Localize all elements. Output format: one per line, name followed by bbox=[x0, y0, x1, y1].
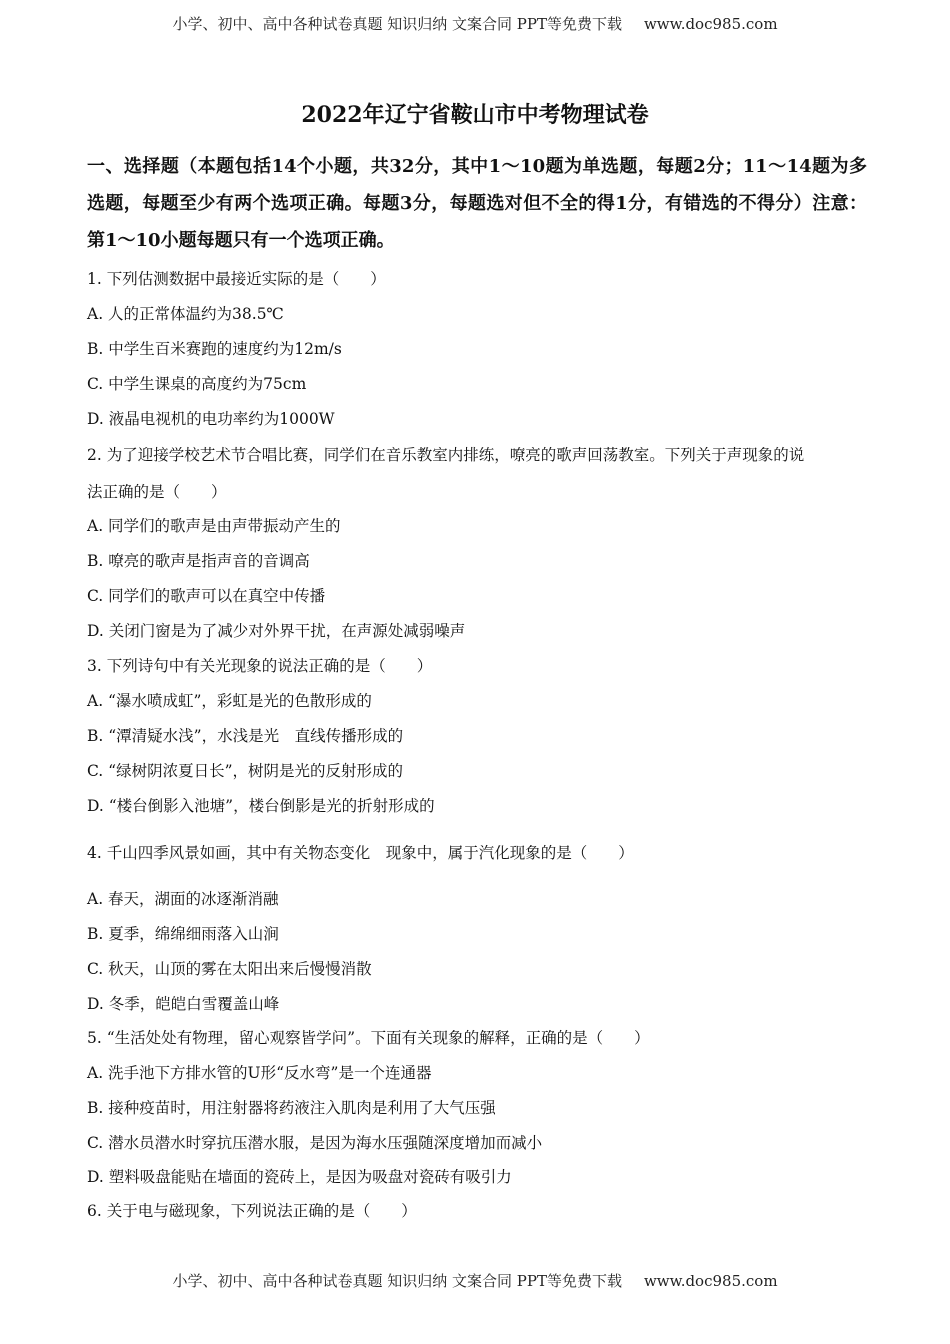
question-2: 2. 为了迎接学校艺术节合唱比赛，同学们在音乐教室内排练，嘹亮的歌声回荡教室。下列关于声现象的说 bbox=[87, 446, 805, 464]
footer-url[interactable]: www.doc985.com bbox=[643, 1272, 778, 1290]
question-1: 1. 下列估测数据中最接近实际的是（ ） bbox=[87, 270, 386, 288]
option-5c: C. 潜水员潜水时穿抗压潜水服，是因为海水压强随深度增加而减小 bbox=[87, 1134, 543, 1152]
section-heading: 一、选择题（本题包括14个小题，共32分，其中1～10题为单选题，每题2分；11～14题为多选题，每题至少有两个选项正确。每题3分，每题选对但不全的得1分，有错选的不得分）注意：第1～10小题每题只有一个选项正确。 bbox=[87, 156, 867, 251]
option-2d: D. 关闭门窗是为了减少对外界干扰，在声源处减弱噪声 bbox=[87, 622, 466, 640]
question-4: 4. 千山四季风景如画，其中有关物态变化 现象中，属于汽化现象的是（ ） bbox=[87, 844, 634, 862]
question-5: 5. “生活处处有物理，留心观察皆学问”。下面有关现象的解释，正确的是（ ） bbox=[87, 1029, 650, 1047]
option-2a: A. 同学们的歌声是由声带振动产生的 bbox=[87, 517, 341, 535]
option-1c: C. 中学生课桌的高度约为75cm bbox=[87, 375, 307, 393]
header-url[interactable]: www.doc985.com bbox=[643, 15, 778, 33]
option-1d: D. 液晶电视机的电功率约为1000W bbox=[87, 410, 335, 428]
question-6: 6. 关于电与磁现象，下列说法正确的是（ ） bbox=[87, 1202, 417, 1220]
option-4b: B. 夏季，绵绵细雨落入山涧 bbox=[87, 925, 279, 943]
page-header bbox=[0, 13, 950, 34]
option-2b: B. 嘹亮的歌声是指声音的音调高 bbox=[87, 552, 310, 570]
header-text: 小学、初中、高中各种试卷真题 知识归纳 文案合同 PPT等免费下载 bbox=[172, 15, 622, 33]
question-2-cont: 法正确的是（ ） bbox=[87, 483, 227, 501]
option-1a: A. 人的正常体温约为38.5℃ bbox=[87, 305, 284, 323]
option-3c: C. “绿树阴浓夏日长”，树阴是光的反射形成的 bbox=[87, 762, 404, 780]
question-3: 3. 下列诗句中有关光现象的说法正确的是（ ） bbox=[87, 657, 433, 675]
option-5a: A. 洗手池下方排水管的U形“反水弯”是一个连通器 bbox=[87, 1064, 432, 1082]
page-footer bbox=[0, 1270, 950, 1291]
option-2c: C. 同学们的歌声可以在真空中传播 bbox=[87, 587, 326, 605]
option-4c: C. 秋天，山顶的雾在太阳出来后慢慢消散 bbox=[87, 960, 372, 978]
option-4d: D. 冬季，皑皑白雪覆盖山峰 bbox=[87, 995, 280, 1013]
option-3b: B. “潭清疑水浅”，水浅是光 直线传播形成的 bbox=[87, 727, 404, 745]
option-5d: D. 塑料吸盘能贴在墙面的瓷砖上，是因为吸盘对瓷砖有吸引力 bbox=[87, 1168, 512, 1186]
option-1b: B. 中学生百米赛跑的速度约为12m/s bbox=[87, 340, 342, 358]
option-3a: A. “瀑水喷成虹”，彩虹是光的色散形成的 bbox=[87, 692, 372, 710]
option-5b: B. 接种疫苗时，用注射器将药液注入肌肉是利用了大气压强 bbox=[87, 1099, 496, 1117]
option-3d: D. “楼台倒影入池塘”，楼台倒影是光的折射形成的 bbox=[87, 797, 435, 815]
option-4a: A. 春天，湖面的冰逐渐消融 bbox=[87, 890, 279, 908]
page-title: 2022年辽宁省鞍山市中考物理试卷 bbox=[301, 102, 649, 128]
footer-text: 小学、初中、高中各种试卷真题 知识归纳 文案合同 PPT等免费下载 bbox=[172, 1272, 622, 1290]
